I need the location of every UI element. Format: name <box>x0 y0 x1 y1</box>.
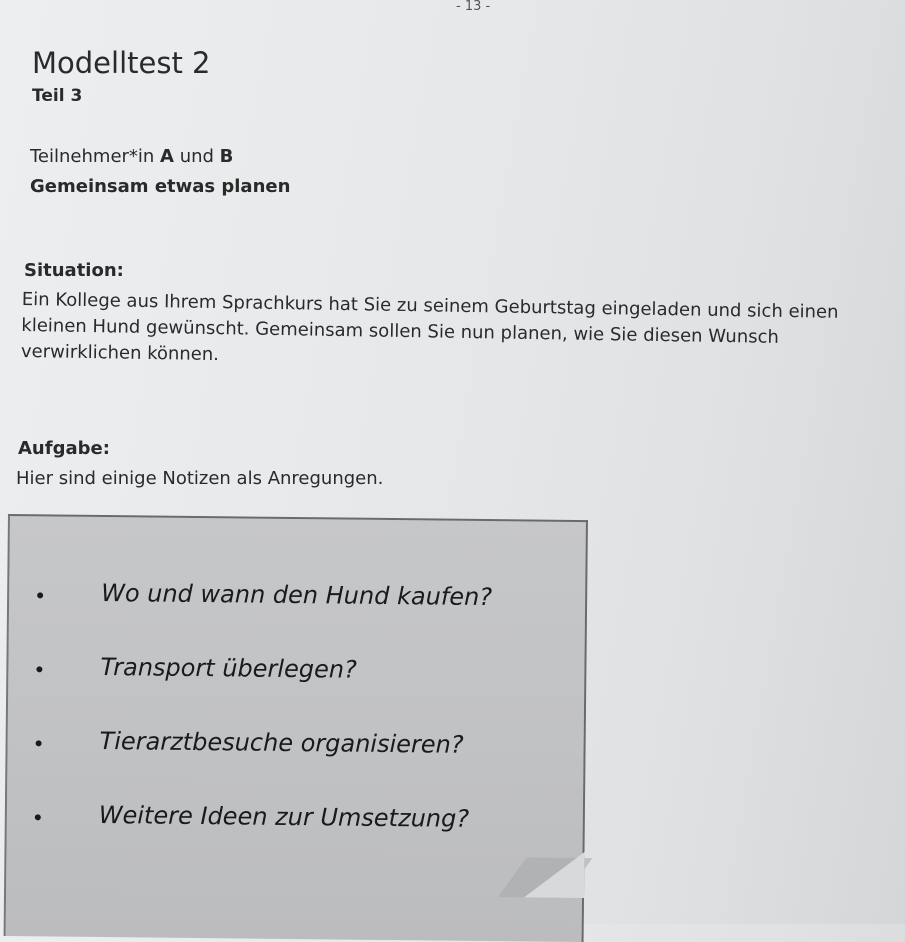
note-item <box>9 578 586 658</box>
task-heading: Aufgabe: <box>18 438 110 459</box>
note-item <box>7 726 584 806</box>
note-item <box>8 652 585 732</box>
note-text: Weitere Ideen zur Umsetzung? <box>98 800 470 833</box>
note-item <box>6 800 583 880</box>
participants-and: und <box>173 146 220 167</box>
part-label: Teil 3 <box>32 86 83 106</box>
participants-line <box>30 146 233 167</box>
note-text: Transport überlegen? <box>100 652 357 684</box>
participant-a: A <box>160 146 174 167</box>
bullet-icon <box>35 814 41 820</box>
bullet-icon <box>37 592 43 598</box>
page-curl-icon <box>524 851 584 898</box>
situation-heading: Situation: <box>24 260 124 281</box>
bullet-icon <box>36 740 42 746</box>
bullet-icon <box>36 666 42 672</box>
participant-b: B <box>219 146 234 167</box>
page-number: - 13 - <box>456 0 491 14</box>
task-text: Hier sind einige Notizen als Anregungen. <box>16 468 384 489</box>
note-text: Wo und wann den Hund kaufen? <box>101 578 493 612</box>
notes-list <box>6 578 585 880</box>
situation-text: Ein Kollege aus Ihrem Sprachkurs hat Sie zu seinem Geburtstag eingeladen und sich einen kleinen Hund gewünscht. Gemeinsam sollen Sie nun planen, wie Sie diesen Wunsch verwirklichen können. <box>20 288 839 366</box>
participants-prefix: Teilnehmer*in <box>30 146 161 167</box>
page-title: Modelltest 2 <box>32 46 211 80</box>
note-text: Tierarztbesuche organisieren? <box>99 726 464 759</box>
notes-box <box>4 514 588 942</box>
task-type-heading: Gemeinsam etwas planen <box>30 176 291 197</box>
